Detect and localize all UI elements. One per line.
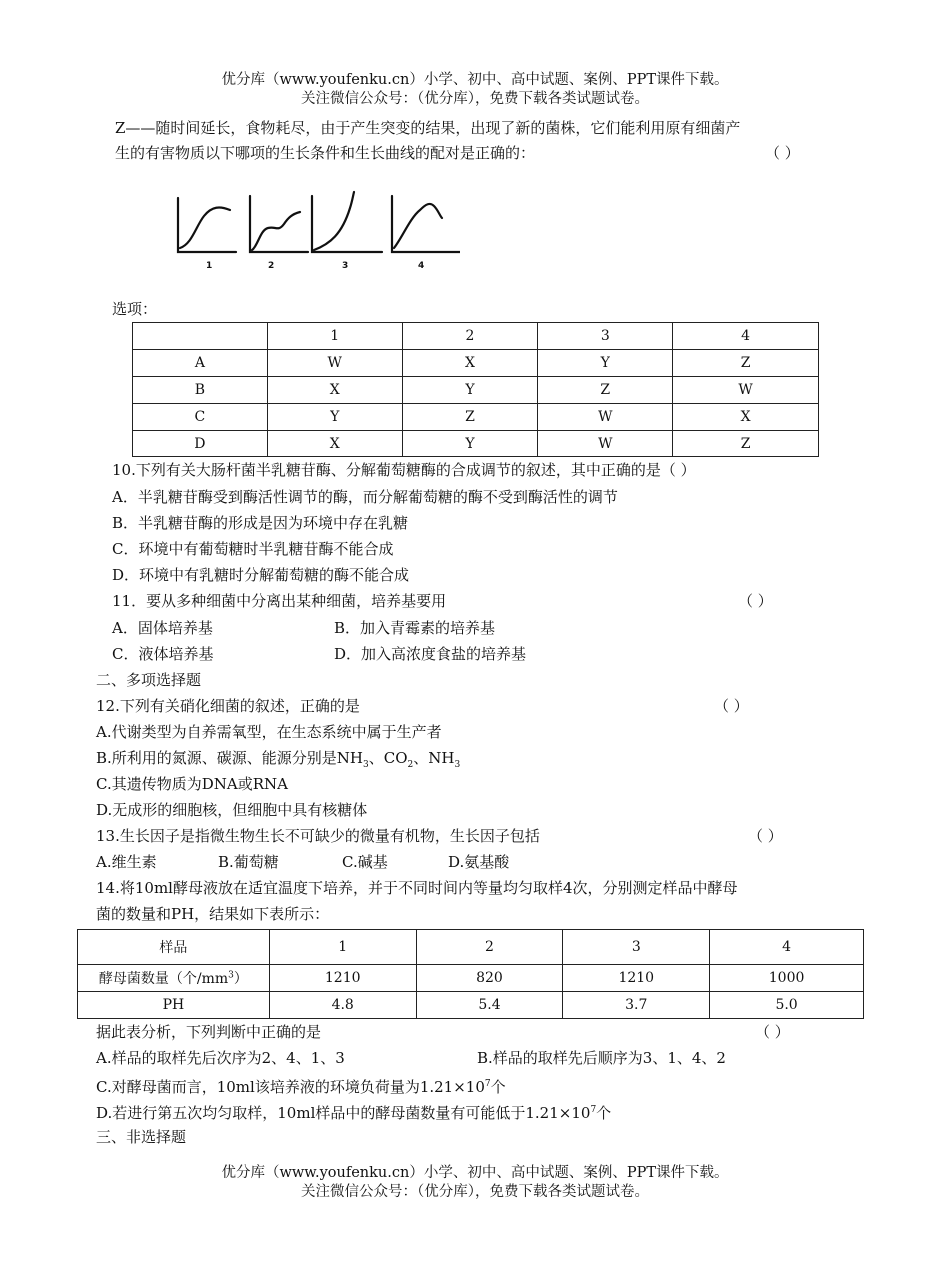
options-label: 选项： [112,300,158,318]
q12-stem: 12.下列有关硝化细菌的叙述，正确的是 [96,697,360,715]
section-3-heading: 三、非选择题 [96,1128,187,1146]
intro-answer-paren: （ ） [765,144,800,162]
q11-option-d: D．加入高浓度食盐的培养基 [334,645,527,663]
q13-answer-paren: （ ） [748,827,783,845]
table-row: D X Y W Z [133,431,819,457]
q13-option-b: B.葡萄糖 [218,853,279,871]
q13-option-a: A.维生素 [96,853,157,871]
figure-label-2: 2 [268,261,275,270]
q11-option-c: C．液体培养基 [112,645,214,663]
q14-option-d: D.若进行第五次均匀取样，10ml样品中的酵母菌数量有可能低于$1.21\times 10^7$个 [96,1104,612,1122]
intro-line1: Z——随时间延长，食物耗尽，由于产生突变的结果，出现了新的菌株，它们能利用原有细菌产 [115,119,741,137]
figure-label-1: 1 [206,261,213,270]
figure-label-4: 4 [418,261,425,270]
q14-stem-line2: 菌的数量和PH，结果如下表所示： [96,905,330,923]
curve-1 [178,198,236,252]
figure-label-3: 3 [342,261,349,270]
q13-option-c: C.碱基 [342,853,388,871]
q14-after-text: 据此表分析，下列判断中正确的是 [96,1023,322,1041]
table-row: 酵母菌数量（个$/mm^3$） 1210 820 1210 1000 [78,965,864,992]
table-row: C Y Z W X [133,404,819,431]
table-row: A W X Y Z [133,350,819,377]
page-footer-line1: 优分库（www.youfenku.cn）小学、初中、高中试题、案例、PPT课件下载。 [221,1165,729,1181]
page-header-line1: 优分库（www.youfenku.cn）小学、初中、高中试题、案例、PPT课件下载。 [221,72,729,88]
table-row: PH 4.8 5.4 3.7 5.0 [78,992,864,1019]
curve-3 [312,192,382,252]
q11-answer-paren: （ ） [738,592,773,610]
section-2-heading: 二、多项选择题 [96,671,202,689]
table-row: 1 2 3 4 [133,323,819,350]
intro-line2: 生的有害物质以下哪项的生长条件和生长曲线的配对是正确的： [115,144,536,162]
yeast-table [77,929,864,1019]
options-table [132,322,819,457]
q11-option-a: A．固体培养基 [112,619,213,637]
q10-option-d: D．环境中有乳糖时分解葡萄糖的酶不能合成 [112,566,410,584]
page-header-line2: 关注微信公众号：（优分库），免费下载各类试题试卷。 [301,91,649,107]
q10-option-c: C．环境中有葡萄糖时半乳糖苷酶不能合成 [112,540,394,558]
q10-option-a: A．半乳糖苷酶受到酶活性调节的酶，而分解葡萄糖的酶不受到酶活性的调节 [112,488,618,506]
q13-stem: 13.生长因子是指微生物生长不可缺少的微量有机物，生长因子包括 [96,827,540,845]
growth-curves-figure [170,188,460,270]
q12-option-b: B.所利用的氮源、碳源、能源分别是$NH_3$、$CO_2$、$NH_3$ [96,749,461,770]
table-row: B X Y Z W [133,377,819,404]
q12-option-a: A.代谢类型为自养需氧型，在生态系统中属于生产者 [96,723,442,741]
q14-stem-line1: 14.将10ml酵母液放在适宜温度下培养，并于不同时间内等量均匀取样4次，分别测定样品中酵母 [96,879,738,897]
q12-answer-paren: （ ） [714,697,749,715]
q13-option-d: D.氨基酸 [448,853,510,871]
q12-option-d: D.无成形的细胞核，但细胞中具有核糖体 [96,801,368,819]
q10-option-b: B．半乳糖苷酶的形成是因为环境中存在乳糖 [112,514,409,532]
q11-option-b: B．加入青霉素的培养基 [334,619,496,637]
table-row: 样品 1 2 3 4 [78,930,864,965]
curve-2 [250,196,308,252]
q11-stem: 11．要从多种细菌中分离出某种细菌，培养基要用 [112,592,447,610]
q14-answer-paren: （ ） [755,1023,790,1041]
q14-option-c: C.对酵母菌而言，10ml该培养液的环境负荷量为$1.21\times 10^7$个 [96,1078,506,1096]
q12-option-c: C.其遗传物质为DNA或RNA [96,775,288,793]
curve-4 [392,196,460,252]
page-footer-line2: 关注微信公众号：（优分库），免费下载各类试题试卷。 [301,1184,649,1200]
q14-option-b: B.样品的取样先后顺序为3、1、4、2 [477,1049,726,1067]
q10-stem: 10.下列有关大肠杆菌半乳糖苷酶、分解葡萄糖酶的合成调节的叙述，其中正确的是（ ） [112,461,696,479]
q14-option-a: A.样品的取样先后次序为2、4、1、3 [96,1049,345,1067]
